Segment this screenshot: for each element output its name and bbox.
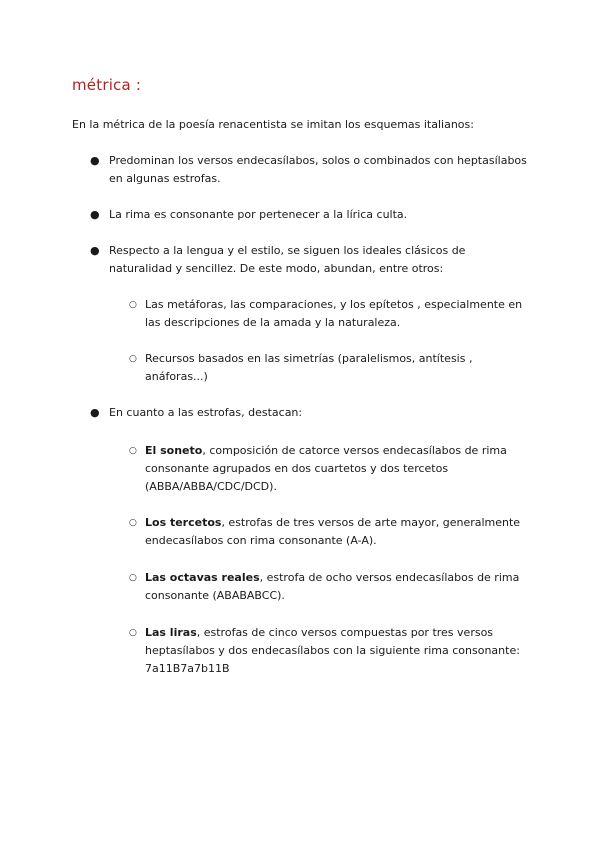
sub-bullet-icon: ○	[129, 446, 137, 456]
section-heading: métrica :	[72, 76, 142, 94]
sub-bullet-icon: ○	[129, 300, 137, 310]
sub-list-item-text	[145, 442, 525, 496]
term-description: , estrofas de tres versos de arte mayor, generalmente endecasílabos con rima consonante (A-A).	[145, 516, 521, 547]
term-tercetos: Los tercetos	[145, 516, 222, 529]
sub-list-item-text: Recursos basados en las simetrías (paralelismos, antítesis , anáforas...)	[145, 352, 473, 383]
term-octavas-reales: Las octavas reales	[145, 571, 260, 584]
sub-list-item-text	[145, 514, 525, 550]
bullet-icon: ●	[90, 208, 100, 221]
sub-bullet-icon: ○	[129, 573, 137, 583]
bullet-icon: ●	[90, 244, 100, 257]
term-description: , estrofa de ocho versos endecasílabos de rima consonante (ABABABCC).	[145, 571, 520, 602]
bullet-icon: ●	[90, 154, 100, 167]
term-soneto: El soneto	[145, 444, 203, 457]
sub-bullet-icon: ○	[129, 354, 137, 364]
term-description: , composición de catorce versos endecasílabos de rima consonante agrupados en dos cuartetos y dos tercetos (ABBA/ABBA/CDC/DCD).	[145, 444, 507, 493]
sub-list-item-text	[145, 569, 525, 605]
intro-paragraph: En la métrica de la poesía renacentista se imitan los esquemas italianos:	[72, 118, 474, 131]
list-item-text: Respecto a la lengua y el estilo, se siguen los ideales clásicos de naturalidad y sencillez. De este modo, abundan, entre otros:	[109, 244, 466, 275]
term-liras: Las liras	[145, 626, 197, 639]
bullet-icon: ●	[90, 406, 100, 419]
list-item-text: En cuanto a las estrofas, destacan:	[109, 406, 303, 419]
list-item-text: Predominan los versos endecasílabos, solos o combinados con heptasílabos en algunas estrofas.	[109, 154, 527, 185]
sub-list-item-text	[145, 624, 525, 678]
list-item-text: La rima es consonante por pertenecer a la lírica culta.	[109, 208, 408, 221]
sub-list-item-text: Las metáforas, las comparaciones, y los epítetos , especialmente en las descripciones de la amada y la naturaleza.	[145, 298, 523, 329]
term-description: , estrofas de cinco versos compuestas por tres versos heptasílabos y dos endecasílabos con la siguiente rima consonante: 7a11B7a7b11B	[145, 626, 520, 675]
sub-bullet-icon: ○	[129, 628, 137, 638]
sub-bullet-icon: ○	[129, 518, 137, 528]
